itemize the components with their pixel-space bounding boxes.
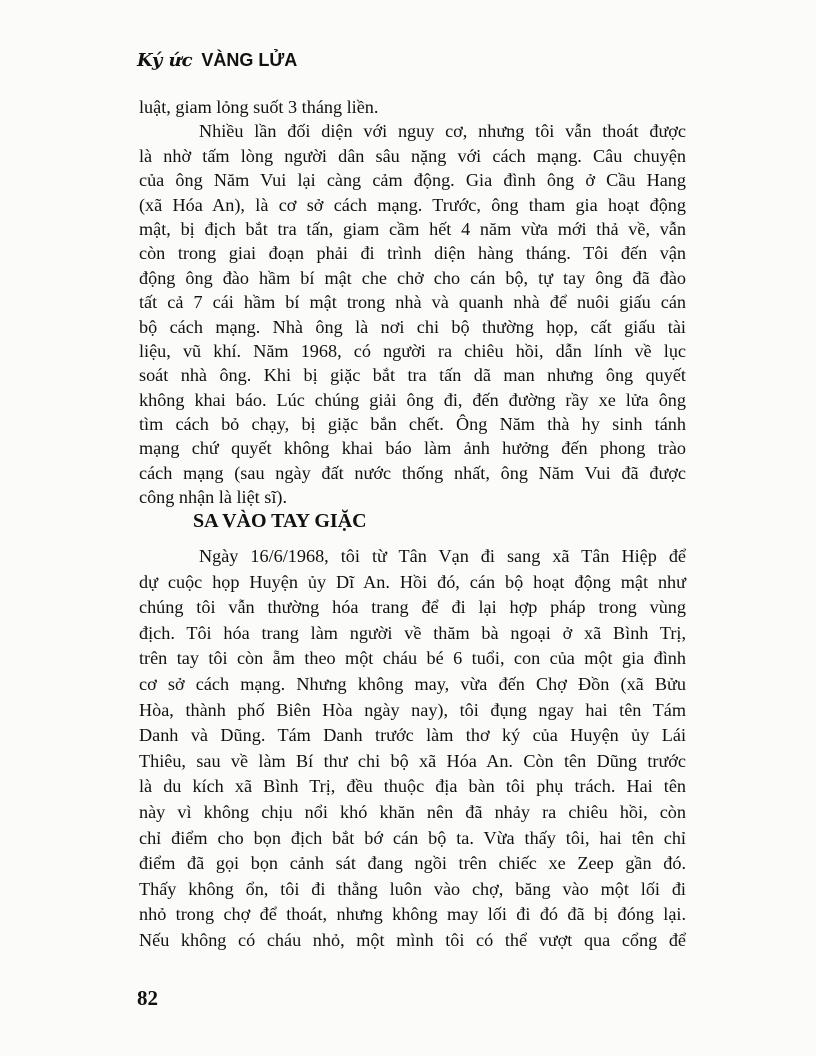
text-line: trên tay tôi còn ẵm theo một cháu bé 6 tuổi, con của một gia đình: [139, 648, 686, 669]
text-line: Hòa, thành phố Biên Hòa ngày nay), tôi đụng ngay hai tên Tám: [139, 699, 686, 720]
text-line: địch. Tôi hóa trang làm người về thăm bà ngoại ở xã Bình Trị,: [139, 622, 686, 643]
text-line: không khai báo. Lúc chúng giải ông đi, đến đường rầy xe lửa ông: [139, 389, 686, 410]
text-line: mật, bị địch bắt tra tấn, giam cầm hết 4 năm vừa mới thả về, vẫn: [139, 218, 686, 239]
text-line: là du kích xã Bình Trị, đều thuộc địa bàn tôi phụ trách. Hai tên: [139, 776, 686, 797]
text-line: còn trong giai đoạn phải đi trình diện hàng tháng. Tôi đến vận: [139, 243, 686, 264]
text-line: Thấy không ổn, tôi đi thẳng luôn vào chợ, băng vào một lối đi: [139, 878, 686, 899]
text-line: Nhiều lần đối diện với nguy cơ, nhưng tôi vẫn thoát được: [199, 121, 686, 142]
text-line: này vì không chịu nổi khó khăn nên đã nhảy ra chiêu hồi, còn: [139, 801, 686, 822]
text-line: công nhận là liệt sĩ).: [139, 487, 287, 508]
text-line: bộ cách mạng. Nhà ông là nơi chi bộ thường họp, cất giấu tài: [139, 316, 686, 337]
body-text-block-2: [139, 544, 686, 954]
text-line: điểm đã gọi bọn cảnh sát đang ngồi trên chiếc xe Zeep gần đó.: [139, 853, 686, 874]
text-line: nhỏ trong chợ để thoát, nhưng không may lối đi đó đã bị đóng lại.: [139, 904, 686, 925]
text-line: liệu, vũ khí. Năm 1968, có người ra chiêu hồi, dẫn lính về lục: [139, 340, 686, 361]
header-script-text: Ký ức: [137, 50, 193, 71]
text-line: Ngày 16/6/1968, tôi từ Tân Vạn đi sang xã Tân Hiệp để: [199, 546, 686, 566]
text-line: cơ sở cách mạng. Nhưng không may, vừa đến Chợ Đồn (xã Bửu: [139, 673, 686, 694]
running-header: [137, 50, 297, 72]
text-line: Nếu không có cháu nhỏ, một mình tôi có thể vượt qua cổng để: [139, 929, 686, 950]
body-text-block-1: [139, 95, 686, 510]
text-line: là nhờ tấm lòng người dân sâu nặng với cách mạng. Câu chuyện: [139, 145, 686, 166]
text-line: tất cả 7 cái hầm bí mật trong nhà và quanh nhà để nuôi giấu cán: [139, 292, 686, 313]
text-line: dự cuộc họp Huyện ủy Dĩ An. Hồi đó, cán bộ hoạt động mật như: [139, 571, 686, 592]
text-line: động ông đào hầm bí mật che chở cho cán bộ, tự tay ông đã đào: [139, 267, 686, 288]
text-line: Thiêu, sau về làm Bí thư chi bộ xã Hóa An. Còn tên Dũng trước: [139, 750, 686, 771]
text-line: (xã Hóa An), là cơ sở cách mạng. Trước, ông tham gia hoạt động: [139, 194, 686, 215]
text-line: soát nhà ông. Khi bị giặc bắt tra tấn dã man nhưng ông quyết: [139, 365, 686, 386]
text-line: luật, giam lỏng suốt 3 tháng liền.: [139, 97, 379, 117]
text-line: chỉ điểm cho bọn địch bắt bớ cán bộ ta. Vừa thấy tôi, hai tên chỉ: [139, 827, 686, 848]
text-line: cách mạng (sau ngày đất nước thống nhất, ông Năm Vui đã được: [139, 462, 686, 483]
text-line: mạng chứ quyết không khai báo làm ảnh hưởng đến phong trào: [139, 438, 686, 459]
section-heading: SA VÀO TAY GIẶC: [193, 510, 367, 532]
text-line: Danh và Dũng. Tám Danh trước làm thơ ký của Huyện ủy Lái: [139, 725, 686, 746]
page-number: 82: [137, 986, 158, 1010]
text-line: của ông Năm Vui lại càng cảm động. Gia đình ông ở Cầu Hang: [139, 170, 686, 191]
text-line: tìm cách bỏ chạy, bị giặc bắn chết. Ông Năm thà hy sinh tánh: [139, 414, 686, 435]
text-line: chúng tôi vẫn thường hóa trang để đi lại hợp pháp trong vùng: [139, 597, 686, 618]
header-title: VÀNG LỬA: [201, 50, 298, 70]
